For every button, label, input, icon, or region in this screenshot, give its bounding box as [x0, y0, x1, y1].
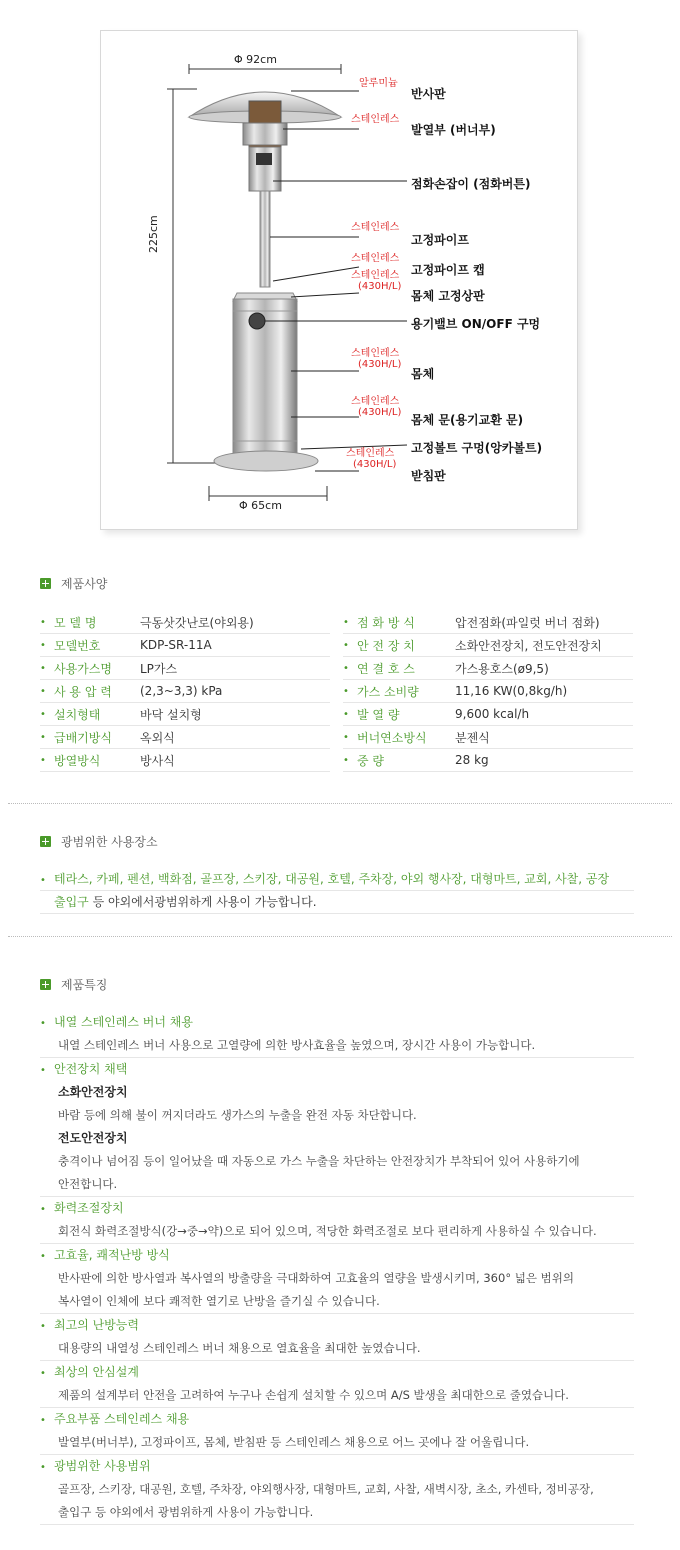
bullet-icon: •	[40, 1065, 46, 1076]
bullet-icon: •	[343, 708, 349, 720]
spec-value: 옥외식	[140, 730, 175, 745]
feature-text: 반사판에 의한 방사열과 복사열의 방출량을 극대화하여 고효율의 열량을 발생시키며, 360° 넓은 범위의	[58, 1271, 574, 1285]
spec-row	[343, 634, 633, 657]
spec-row	[343, 749, 633, 772]
feature-text: 복사열이 인체에 보다 쾌적한 열기로 난방을 즐기실 수 있습니다.	[58, 1294, 380, 1308]
material-label: 스테인레스	[351, 348, 400, 359]
spec-key: 방열방식	[54, 753, 101, 768]
feature-title	[40, 1197, 634, 1220]
plus-icon	[40, 578, 51, 589]
spec-key: 사 용 압 력	[54, 684, 112, 699]
usage-places-text: 테라스, 카페, 펜션, 백화점, 골프장, 스키장, 대공원, 호텔, 주차장, 야외 행사장, 대형마트, 교회, 사찰, 공장	[54, 872, 610, 886]
feature-item	[40, 1314, 634, 1361]
spec-key: 모델번호	[54, 638, 101, 653]
bullet-icon: •	[40, 1251, 46, 1262]
feature-item	[40, 1361, 634, 1408]
bullet-icon: •	[40, 754, 46, 766]
feature-text: 회전식 화력조절방식(강→중→약)으로 되어 있으며, 적당한 화력조절로 보다 편리하게 사용하실 수 있습니다.	[58, 1224, 597, 1238]
spec-row	[40, 680, 330, 703]
feature-title-text: 고효율, 쾌적난방 방식	[54, 1248, 170, 1262]
bullet-icon: •	[343, 754, 349, 766]
bullet-icon: •	[40, 685, 46, 697]
section-title-text: 제품특징	[61, 978, 108, 992]
feature-title	[40, 1408, 634, 1431]
bullet-icon: •	[40, 1204, 46, 1215]
part-label: 몸체	[411, 367, 435, 381]
part-label: 몸체 문(용기교환 문)	[411, 413, 524, 427]
spec-row	[40, 726, 330, 749]
spec-value: 11,16 KW(0,8kg/h)	[455, 684, 568, 698]
spec-table-right	[343, 611, 633, 772]
bullet-icon: •	[40, 616, 46, 628]
feature-text: 발열부(버너부), 고정파이프, 몸체, 받침판 등 스테인레스 채용으로 어느 곳에나 잘 어울립니다.	[58, 1435, 530, 1449]
spec-key: 점 화 방 식	[357, 615, 415, 630]
feature-text: 대용량의 내열성 스테인레스 버너 채용으로 열효율을 최대한 높였습니다.	[58, 1341, 421, 1355]
part-label: 고정파이프 캡	[411, 263, 485, 277]
spec-key: 버너연소방식	[357, 730, 427, 745]
spec-table-left	[40, 611, 330, 772]
usage-suffix: 등 야외에서광범위하게 사용이 가능합니다.	[88, 895, 317, 909]
feature-title	[40, 1314, 634, 1337]
spec-row	[40, 634, 330, 657]
usage-places-cont: 출입구	[54, 895, 89, 909]
product-diagram	[100, 30, 578, 530]
feature-text: 안전합니다.	[58, 1177, 118, 1191]
bullet-icon: •	[40, 708, 46, 720]
feature-title	[40, 1244, 634, 1267]
spec-row	[343, 726, 633, 749]
spec-value: 극동삿갓난로(야외용)	[140, 615, 254, 630]
feature-title-text: 광범위한 사용범위	[54, 1459, 151, 1473]
spec-row	[40, 657, 330, 680]
part-label: 고정볼트 구멍(앙카볼트)	[411, 441, 543, 455]
spec-value: 압전점화(파일럿 버너 점화)	[455, 615, 600, 630]
spec-value: 방사식	[140, 753, 175, 768]
feature-text: 골프장, 스키장, 대공원, 호텔, 주차장, 야외행사장, 대형마트, 교회, 사찰, 새벽시장, 초소, 카센타, 정비공장,	[58, 1482, 594, 1496]
material-label: 스테인레스	[351, 222, 400, 233]
spec-key: 가스 소비량	[357, 684, 419, 699]
material-label: (430H/L)	[358, 407, 402, 418]
feature-title-text: 내열 스테인레스 버너 채용	[54, 1015, 193, 1029]
bullet-icon: •	[343, 662, 349, 674]
section-title-specs	[40, 575, 107, 592]
material-label: (430H/L)	[353, 459, 397, 470]
bullet-icon: •	[40, 662, 46, 674]
feature-item	[40, 1244, 634, 1314]
spec-key: 안 전 장 치	[357, 638, 415, 653]
bullet-icon: •	[40, 1415, 46, 1426]
feature-text: 내열 스테인레스 버너 사용으로 고열량에 의한 방사효율을 높였으며, 장시간 사용이 가능합니다.	[58, 1038, 536, 1052]
feature-list	[40, 1011, 634, 1525]
section-title-text: 광범위한 사용장소	[61, 835, 158, 849]
spec-value: 분젠식	[455, 730, 490, 745]
plus-icon	[40, 836, 51, 847]
spec-row	[40, 703, 330, 726]
feature-item	[40, 1408, 634, 1455]
material-label: 스테인레스	[351, 396, 400, 407]
part-label: 점화손잡이 (점화버튼)	[411, 177, 531, 191]
spec-key: 연 결 호 스	[357, 661, 415, 676]
spec-key: 설치형태	[54, 707, 101, 722]
part-label: 용기밸브 ON/OFF 구멍	[411, 317, 541, 331]
feature-title	[40, 1058, 634, 1081]
feature-title-text: 최상의 안심설계	[54, 1365, 139, 1379]
usage-places	[40, 868, 634, 914]
height-dimension: 225cm	[147, 215, 160, 253]
feature-item	[40, 1011, 634, 1058]
spec-value: (2,3~3,3) kPa	[140, 684, 223, 698]
feature-text: 충격이나 넘어짐 등이 일어났을 때 자동으로 가스 누출을 차단하는 안전장치가 부착되어 있어 사용하기에	[58, 1154, 580, 1168]
feature-item	[40, 1455, 634, 1525]
feature-text: 출입구 등 야외에서 광범위하게 사용이 가능합니다.	[58, 1505, 314, 1519]
base-dimension: Φ 65cm	[239, 499, 282, 512]
spec-value: 9,600 kcal/h	[455, 707, 530, 721]
feature-subtitle: 소화안전장치	[58, 1085, 128, 1099]
bullet-icon: •	[40, 1368, 46, 1379]
material-label: 스테인레스	[351, 114, 400, 125]
part-label: 받침판	[411, 469, 446, 483]
bullet-icon: •	[343, 731, 349, 743]
bullet-icon: •	[40, 731, 46, 743]
part-label: 반사판	[411, 87, 446, 101]
divider	[8, 936, 672, 937]
spec-row	[343, 703, 633, 726]
spec-row	[343, 611, 633, 634]
width-dimension: Φ 92cm	[234, 53, 277, 66]
section-title-usage	[40, 833, 158, 850]
section-title-features	[40, 976, 107, 993]
spec-key: 급배기방식	[54, 730, 112, 745]
feature-text: 바람 등에 의해 불이 꺼지더라도 생가스의 누출을 완전 자동 차단합니다.	[58, 1108, 417, 1122]
spec-key: 모 델 명	[54, 615, 97, 630]
feature-subtitle: 전도안전장치	[58, 1131, 128, 1145]
material-label: 스테인레스	[351, 270, 400, 281]
feature-title	[40, 1361, 634, 1384]
part-label: 고정파이프	[411, 233, 469, 247]
part-label: 발열부 (버너부)	[411, 123, 496, 137]
spec-value: 가스용호스(ø9,5)	[455, 661, 549, 676]
section-title-text: 제품사양	[61, 577, 108, 591]
bullet-icon: •	[40, 1018, 46, 1029]
feature-title-text: 주요부품 스테인레스 채용	[54, 1412, 190, 1426]
bullet-icon: •	[343, 616, 349, 628]
spec-value: KDP-SR-11A	[140, 638, 212, 652]
material-label: 알루미늄	[359, 78, 398, 89]
plus-icon	[40, 979, 51, 990]
feature-title	[40, 1455, 634, 1478]
feature-item	[40, 1058, 634, 1197]
feature-text: 제품의 설계부터 안전을 고려하여 누구나 손쉽게 설치할 수 있으며 A/S 발생을 최대한으로 줄였습니다.	[58, 1388, 569, 1402]
feature-title-text: 안전장치 채택	[54, 1062, 128, 1076]
bullet-icon: •	[40, 1321, 46, 1332]
bullet-icon: •	[40, 875, 46, 886]
usage-line	[40, 868, 634, 891]
material-label: (430H/L)	[358, 281, 402, 292]
material-label: (430H/L)	[358, 359, 402, 370]
spec-value: 28 kg	[455, 753, 489, 767]
feature-title-text: 최고의 난방능력	[54, 1318, 139, 1332]
spec-key: 사용가스명	[54, 661, 112, 676]
spec-value: LP가스	[140, 661, 178, 676]
bullet-icon: •	[343, 639, 349, 651]
divider	[8, 803, 672, 804]
spec-row	[40, 611, 330, 634]
spec-key: 중 량	[357, 753, 384, 768]
spec-row	[343, 680, 633, 703]
feature-title	[40, 1011, 634, 1034]
usage-line	[40, 891, 634, 914]
spec-value: 소화안전장치, 전도안전장치	[455, 638, 602, 653]
feature-item	[40, 1197, 634, 1244]
bullet-icon: •	[343, 685, 349, 697]
spec-key: 발 열 량	[357, 707, 400, 722]
spec-row	[343, 657, 633, 680]
heater-illustration	[101, 31, 579, 531]
bullet-icon: •	[40, 1462, 46, 1473]
spec-value: 바닥 설치형	[140, 707, 202, 722]
feature-title-text: 화력조절장치	[54, 1201, 124, 1215]
material-label: 스테인레스	[351, 253, 400, 264]
material-label: 스테인레스	[346, 448, 395, 459]
part-label: 몸체 고정상판	[411, 289, 485, 303]
spec-row	[40, 749, 330, 772]
bullet-icon: •	[40, 639, 46, 651]
